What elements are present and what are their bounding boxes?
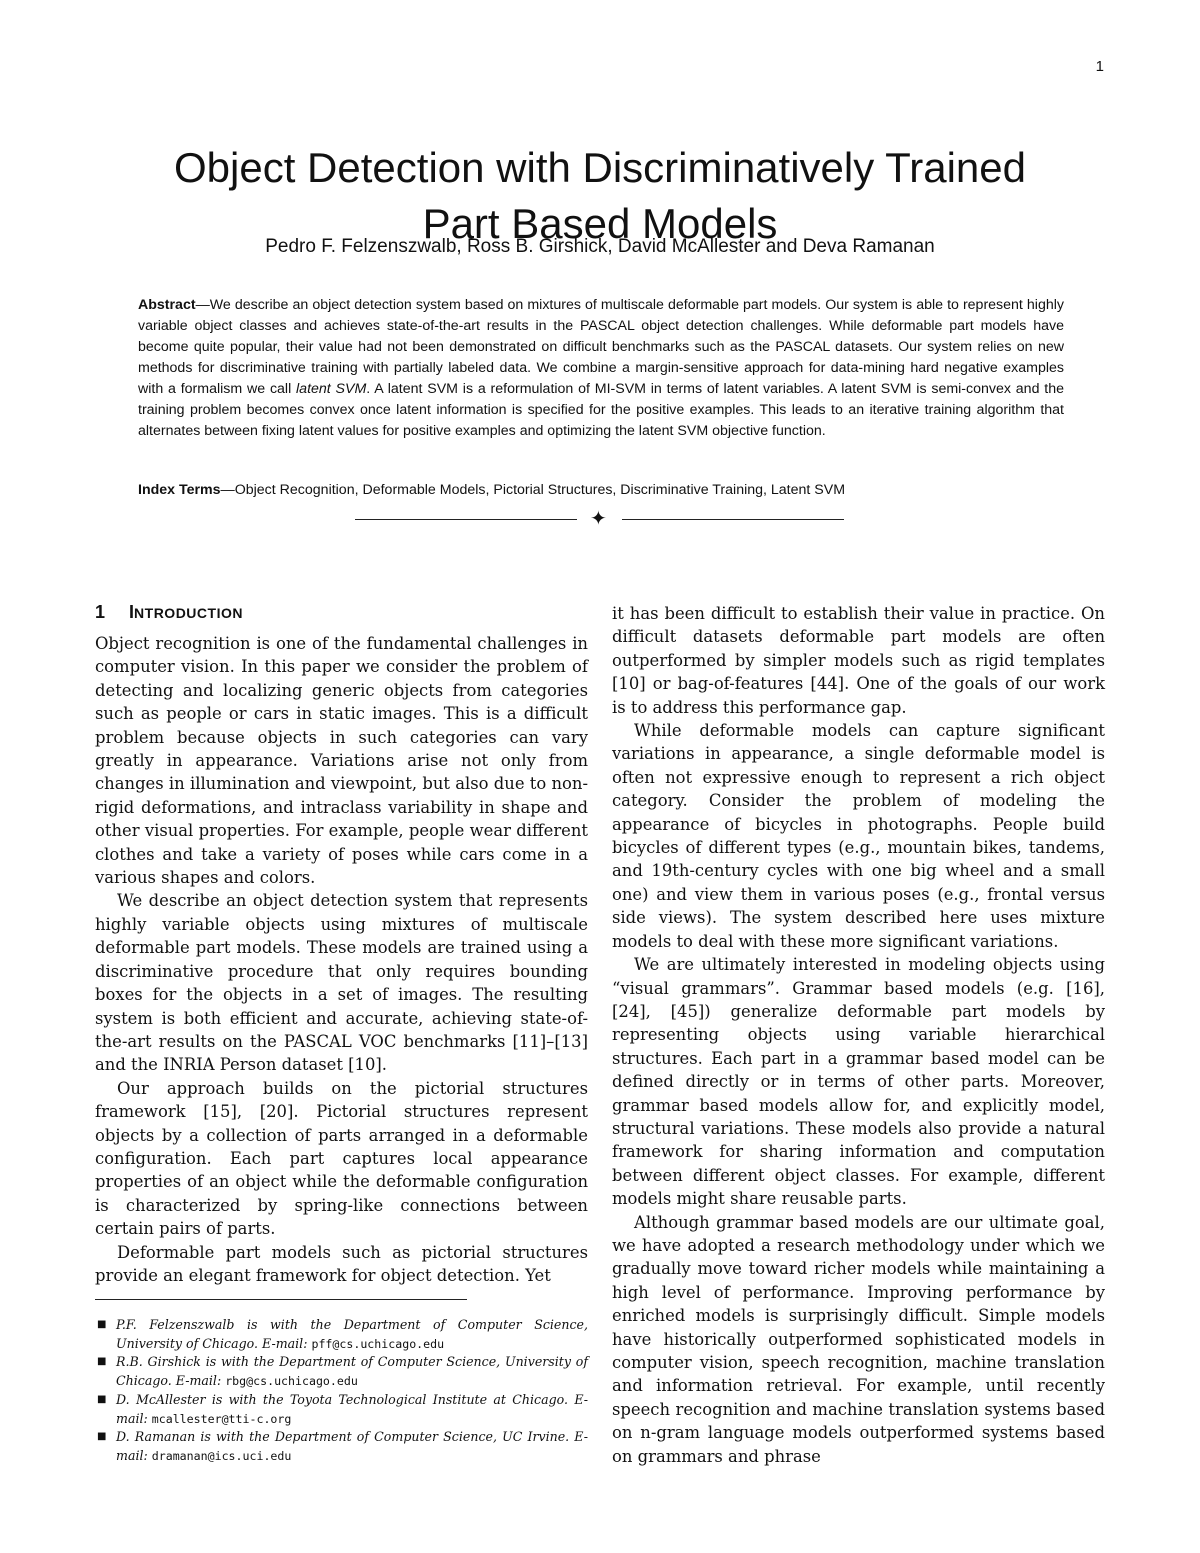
right-column bbox=[612, 602, 1105, 1468]
footnote-text: R.B. Girshick is with the Department of Computer Science, University of Chicago. E-mail: bbox=[116, 1354, 588, 1389]
email-address: pff@cs.uchicago.edu bbox=[311, 1336, 445, 1351]
section-heading bbox=[95, 600, 588, 625]
bullet-icon: ■ bbox=[97, 1319, 107, 1330]
section-title-initial: I bbox=[129, 602, 135, 622]
footnote-rule bbox=[95, 1299, 467, 1300]
author-list: Pedro F. Felzenszwalb, Ross B. Girshick, David McAllester and Deva Ramanan bbox=[265, 236, 935, 257]
section-title-rest: NTRODUCTION bbox=[134, 605, 243, 621]
page-number: 1 bbox=[1095, 58, 1104, 75]
paragraph: Deformable part models such as pictorial structures provide an elegant framework for object detection. Yet bbox=[95, 1242, 588, 1285]
footnote-text: D. Ramanan is with the Department of Computer Science, UC Irvine. E-mail: bbox=[116, 1429, 588, 1463]
divider-left bbox=[355, 519, 577, 520]
divider-right bbox=[622, 519, 844, 520]
email-address: rbg@cs.uchicago.edu bbox=[225, 1374, 358, 1389]
paragraph: We are ultimately interested in modeling objects using “visual grammars”. Grammar based models (e.g. [16], [24], [45]) generalize deformable part models by representing objects using variable hierarchical structures. Each part in a grammar based model can be defined directly or in terms of other parts. Moreover, grammar based models allow for, and explicitly model, structural variations. These models also provide a natural framework for sharing information and computation between different object classes. For example, different models might share reusable parts. bbox=[612, 955, 1105, 1209]
index-terms-text: —Object Recognition, Deformable Models, Pictorial Structures, Discriminative Training, Latent SVM bbox=[220, 482, 846, 498]
abstract bbox=[138, 295, 1064, 442]
abstract-label: Abstract bbox=[138, 297, 196, 313]
bullet-icon: ■ bbox=[97, 1431, 107, 1443]
title-line-1: Object Detection with Discriminatively Trained bbox=[174, 144, 1026, 192]
footnotes bbox=[95, 1316, 588, 1466]
title-line-2: Part Based Models bbox=[422, 200, 778, 248]
footnote-item bbox=[95, 1316, 588, 1353]
footnote-text: P.F. Felzenszwalb is with the Department of Computer Science, University of Chicago. E-mail: bbox=[116, 1317, 588, 1351]
abstract-text-2: . A latent SVM is a reformulation of MI-SVM in terms of latent variables. A latent SVM is semi-convex and the training problem becomes convex once latent information is specified for the positive examples. This leads to an iterative training algorithm that alternates between fixing latent values for positive examples and optimizing the latent SVM objective function. bbox=[138, 381, 1064, 439]
paragraph: Object recognition is one of the fundamental challenges in computer vision. In this paper we consider the problem of detecting and localizing generic objects from categories such as people or cars in static images. This is a difficult problem because objects in such categories can vary greatly in appearance. Variations arise not only from changes in illumination and viewpoint, but also due to non-rigid deformations, and intraclass variability in shape and other visual properties. For example, people wear different clothes and take a variety of poses while cars come in a various shapes and colors. bbox=[95, 634, 588, 888]
footnote-text: D. McAllester is with the Toyota Technological Institute at Chicago. E-mail: bbox=[116, 1391, 588, 1426]
paragraph: it has been difficult to establish their value in practice. On difficult datasets deformable part models are often outperformed by simpler models such as rigid templates [10] or bag-of-features [44]. One of the goals of our work is to address this performance gap. bbox=[612, 604, 1105, 717]
paragraph: Our approach builds on the pictorial structures framework [15], [20]. Pictorial structures represent objects by a collection of parts arranged in a deformable configuration. Each part captures local appearance properties of an object while the deformable configuration is characterized by spring-like connections between certain pairs of parts. bbox=[95, 1078, 588, 1239]
email-address: mcallester@tti-c.org bbox=[151, 1411, 292, 1426]
bullet-icon: ■ bbox=[97, 1356, 107, 1368]
paragraph: Although grammar based models are our ultimate goal, we have adopted a research methodology under which we gradually move toward richer models while maintaining a high level of performance. Improving performance by enriched models is surprisingly difficult. Simple models have historically outperformed sophisticated models in computer vision, speech recognition, machine translation and information retrieval. For example, until recently speech recognition and machine translation systems based on n-gram language models outperformed systems based on grammars and phrase bbox=[612, 1212, 1105, 1466]
abstract-text-1: —We describe an object detection system based on mixtures of multiscale deformable part models. Our system is able to represent highly variable object classes and achieves state-of-the-art results in the PASCAL object detection challenges. While deformable part models have become quite popular, their value had not been demonstrated on difficult benchmarks such as the PASCAL datasets. Our system relies on new methods for discriminative training with partially labeled data. We combine a margin-sensitive approach for data-mining hard negative examples with a formalism we call bbox=[138, 297, 1064, 397]
footnote-item bbox=[95, 1391, 588, 1428]
bullet-icon: ■ bbox=[97, 1393, 107, 1405]
abstract-term: latent SVM bbox=[296, 381, 367, 397]
index-terms-label: Index Terms bbox=[138, 482, 221, 498]
paragraph: We describe an object detection system that represents highly variable objects using mixtures of multiscale deformable part models. These models are trained using a discriminative procedure that only requires bounding boxes for the objects in a set of images. The resulting system is both efficient and accurate, achieving state-of-the-art results on the PASCAL VOC benchmarks [11]–[13] and the INRIA Person dataset [10]. bbox=[95, 891, 588, 1075]
email-address: dramanan@ics.uci.edu bbox=[151, 1448, 292, 1463]
footnote-item bbox=[95, 1428, 588, 1465]
section-number: 1 bbox=[95, 602, 106, 622]
divider-diamond-icon: ✦ bbox=[590, 506, 607, 530]
left-column bbox=[95, 600, 588, 1287]
index-terms bbox=[138, 480, 1064, 501]
paragraph: While deformable models can capture significant variations in appearance, a single deformable model is often not expressive enough to represent a rich object category. Consider the problem of modeling the appearance of bicycles in photographs. People build bicycles of different types (e.g., mountain bikes, tandems, and 19th-century cycles with one big wheel and a small one) and view them in various poses (e.g., frontal versus side views). The system described here uses mixture models to deal with these more significant variations. bbox=[612, 721, 1105, 951]
footnote-item bbox=[95, 1353, 588, 1390]
